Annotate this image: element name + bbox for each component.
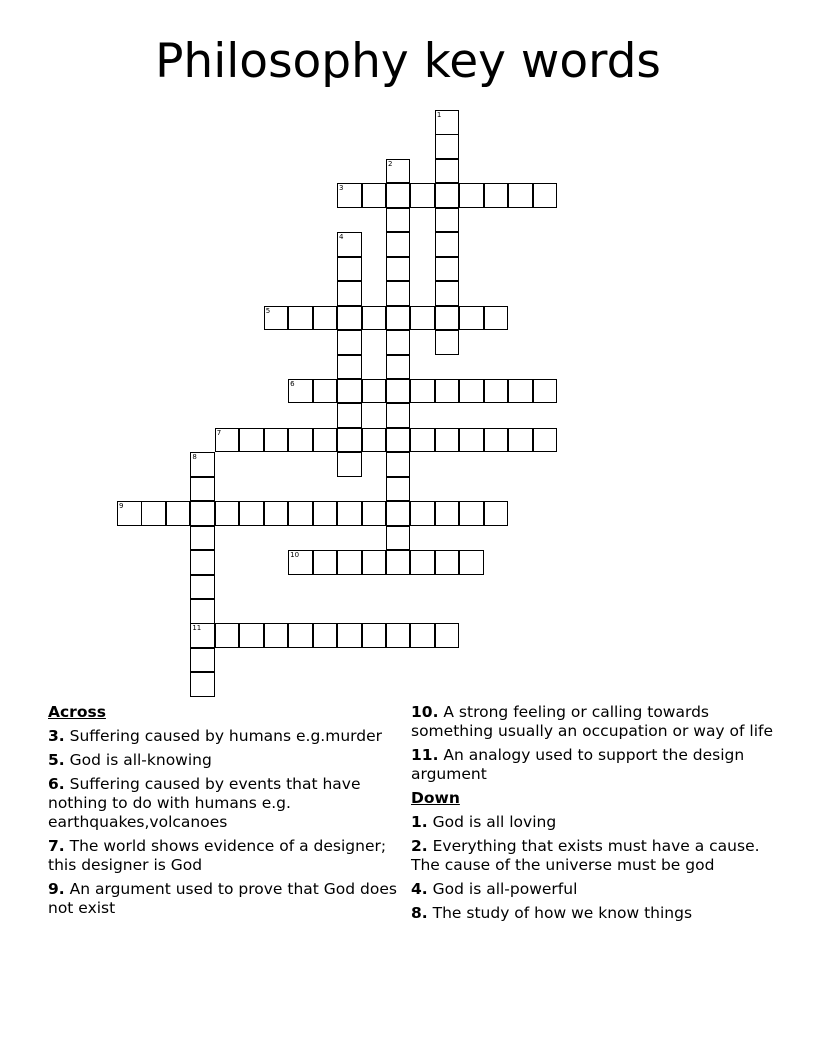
crossword-cell[interactable] [239, 623, 264, 648]
crossword-cell[interactable] [190, 477, 215, 502]
crossword-cell[interactable] [386, 526, 411, 551]
crossword-cell[interactable] [141, 501, 166, 526]
clue-number: 8. [411, 904, 428, 922]
crossword-cell[interactable] [386, 306, 411, 331]
crossword-cell[interactable] [313, 428, 338, 453]
crossword-cell[interactable] [508, 428, 533, 453]
crossword-cell[interactable] [484, 306, 509, 331]
clue-number: 9. [48, 880, 65, 898]
crossword-cell[interactable] [337, 257, 362, 282]
crossword-cell[interactable] [386, 330, 411, 355]
crossword-cell[interactable] [239, 428, 264, 453]
crossword-cell[interactable] [190, 672, 215, 697]
clue-across [411, 703, 781, 741]
clue-text: An argument used to prove that God does not exist [48, 880, 397, 917]
crossword-cell[interactable] [459, 501, 484, 526]
crossword-cell[interactable] [484, 183, 509, 208]
crossword-cell[interactable] [533, 428, 558, 453]
cell-number: 2 [387, 159, 393, 168]
crossword-cell[interactable] [313, 623, 338, 648]
crossword-cell[interactable] [288, 379, 313, 404]
crossword-cell[interactable] [313, 501, 338, 526]
crossword-cell[interactable] [386, 379, 411, 404]
crossword-cell[interactable] [410, 306, 435, 331]
crossword-cell[interactable] [435, 110, 460, 135]
crossword-cell[interactable] [337, 403, 362, 428]
crossword-cell[interactable] [410, 379, 435, 404]
crossword-cell[interactable] [435, 623, 460, 648]
crossword-cell[interactable] [410, 183, 435, 208]
cell-number: 11 [192, 624, 202, 633]
crossword-cell[interactable] [337, 452, 362, 477]
crossword-cell[interactable] [386, 183, 411, 208]
cell-number: 5 [265, 306, 271, 315]
crossword-cell[interactable] [435, 428, 460, 453]
clue-text: A strong feeling or calling towards something usually an occupation or way of life [411, 703, 774, 740]
crossword-cell[interactable] [435, 159, 460, 184]
clue-across [48, 727, 398, 746]
crossword-cell[interactable] [386, 355, 411, 380]
crossword-cell[interactable] [190, 452, 215, 477]
crossword-cell[interactable] [410, 550, 435, 575]
cell-number: 10 [290, 551, 300, 560]
crossword-cell[interactable] [362, 550, 387, 575]
clue-across [48, 751, 398, 770]
crossword-cell[interactable] [435, 257, 460, 282]
crossword-cell[interactable] [484, 428, 509, 453]
crossword-cell[interactable] [484, 379, 509, 404]
crossword-cell[interactable] [386, 159, 411, 184]
crossword-cell[interactable] [386, 623, 411, 648]
crossword-cell[interactable] [410, 623, 435, 648]
crossword-cell[interactable] [386, 403, 411, 428]
crossword-cell[interactable] [459, 379, 484, 404]
clue-number: 3. [48, 727, 65, 745]
crossword-cell[interactable] [313, 379, 338, 404]
clue-down [411, 880, 781, 899]
crossword-cell[interactable] [435, 208, 460, 233]
crossword-cell[interactable] [386, 452, 411, 477]
clue-number: 5. [48, 751, 65, 769]
clue-text: God is all loving [432, 813, 557, 831]
crossword-cell[interactable] [362, 306, 387, 331]
crossword-cell[interactable] [459, 183, 484, 208]
crossword-cell[interactable] [435, 330, 460, 355]
crossword-cell[interactable] [435, 306, 460, 331]
across-heading: Across [48, 703, 106, 721]
crossword-cell[interactable] [337, 623, 362, 648]
crossword-cell[interactable] [533, 379, 558, 404]
crossword-cell[interactable] [386, 281, 411, 306]
crossword-cell[interactable] [190, 575, 215, 600]
crossword-cell[interactable] [190, 526, 215, 551]
crossword-cell[interactable] [337, 550, 362, 575]
crossword-cell[interactable] [215, 501, 240, 526]
crossword-cell[interactable] [459, 428, 484, 453]
clue-across [48, 775, 398, 832]
cell-number: 9 [119, 502, 124, 511]
crossword-cell[interactable] [337, 501, 362, 526]
crossword-cell[interactable] [410, 428, 435, 453]
page-title: Philosophy key words [155, 34, 661, 89]
crossword-cell[interactable] [337, 330, 362, 355]
crossword-cell[interactable] [435, 281, 460, 306]
clue-text: God is all-powerful [432, 880, 578, 898]
clue-down [411, 904, 781, 923]
clue-number: 11. [411, 746, 439, 764]
crossword-cell[interactable] [459, 550, 484, 575]
crossword-cell[interactable] [337, 281, 362, 306]
clue-number: 7. [48, 837, 65, 855]
crossword-cell[interactable] [386, 257, 411, 282]
crossword-cell[interactable] [362, 379, 387, 404]
crossword-cell[interactable] [362, 623, 387, 648]
clue-down [411, 813, 781, 832]
crossword-cell[interactable] [459, 306, 484, 331]
clues-left-column [48, 703, 398, 923]
clue-across [48, 880, 398, 918]
crossword-cell[interactable] [190, 599, 215, 624]
crossword-cell[interactable] [533, 183, 558, 208]
crossword-cell[interactable] [362, 183, 387, 208]
crossword-cell[interactable] [239, 501, 264, 526]
crossword-cell[interactable] [190, 550, 215, 575]
crossword-cell[interactable] [435, 379, 460, 404]
clue-across [411, 746, 781, 784]
clue-number: 4. [411, 880, 428, 898]
crossword-cell[interactable] [288, 501, 313, 526]
crossword-cell[interactable] [508, 183, 533, 208]
cell-number: 4 [339, 233, 344, 242]
crossword-cell[interactable] [386, 501, 411, 526]
crossword-cell[interactable] [190, 648, 215, 673]
crossword-cell[interactable] [337, 232, 362, 257]
crossword-cell[interactable] [435, 501, 460, 526]
crossword-cell[interactable] [386, 232, 411, 257]
crossword-cell[interactable] [288, 306, 313, 331]
crossword-cell[interactable] [190, 623, 215, 648]
cell-number: 8 [192, 453, 197, 462]
clues-right-column [411, 703, 781, 928]
crossword-cell[interactable] [386, 208, 411, 233]
clue-number: 2. [411, 837, 428, 855]
crossword-cell[interactable] [215, 623, 240, 648]
down-heading: Down [411, 789, 460, 807]
crossword-cell[interactable] [288, 428, 313, 453]
crossword-cell[interactable] [337, 306, 362, 331]
clue-text: The world shows evidence of a designer; this designer is God [48, 837, 387, 874]
clue-number: 6. [48, 775, 65, 793]
crossword-cell[interactable] [386, 477, 411, 502]
crossword-cell[interactable] [337, 379, 362, 404]
crossword-cell[interactable] [190, 501, 215, 526]
crossword-cell[interactable] [264, 501, 289, 526]
crossword-cell[interactable] [337, 428, 362, 453]
crossword-cell[interactable] [362, 428, 387, 453]
crossword-cell[interactable] [117, 501, 142, 526]
crossword-cell[interactable] [337, 355, 362, 380]
crossword-cell[interactable] [435, 134, 460, 159]
crossword-cell[interactable] [484, 501, 509, 526]
clue-text: Everything that exists must have a cause. The cause of the universe must be god [411, 837, 760, 874]
crossword-cell[interactable] [264, 306, 289, 331]
clue-text: God is all-knowing [69, 751, 212, 769]
crossword-cell[interactable] [386, 428, 411, 453]
clue-across [48, 837, 398, 875]
cell-number: 6 [290, 379, 295, 388]
clue-number: 10. [411, 703, 439, 721]
crossword-cell[interactable] [435, 183, 460, 208]
clue-number: 1. [411, 813, 428, 831]
clue-down [411, 837, 781, 875]
cell-number: 7 [216, 428, 222, 437]
crossword-cell[interactable] [508, 379, 533, 404]
clue-text: An analogy used to support the design argument [411, 746, 745, 783]
crossword-cell[interactable] [166, 501, 191, 526]
cell-number: 1 [436, 111, 442, 119]
clue-text: Suffering caused by humans e.g.murder [69, 727, 383, 745]
crossword-cell[interactable] [313, 306, 338, 331]
crossword-cell[interactable] [288, 623, 313, 648]
cell-number: 3 [339, 184, 344, 193]
crossword-cell[interactable] [386, 550, 411, 575]
crossword-cell[interactable] [410, 501, 435, 526]
crossword-cell[interactable] [435, 232, 460, 257]
crossword-cell[interactable] [313, 550, 338, 575]
crossword-cell[interactable] [215, 428, 240, 453]
crossword-cell[interactable] [362, 501, 387, 526]
crossword-cell[interactable] [337, 183, 362, 208]
clue-text: The study of how we know things [432, 904, 693, 922]
crossword-cell[interactable] [264, 428, 289, 453]
crossword-cell[interactable] [435, 550, 460, 575]
crossword-cell[interactable] [264, 623, 289, 648]
clue-text: Suffering caused by events that have nothing to do with humans e.g. earthquakes,volcanoes [48, 775, 361, 831]
crossword-cell[interactable] [288, 550, 313, 575]
